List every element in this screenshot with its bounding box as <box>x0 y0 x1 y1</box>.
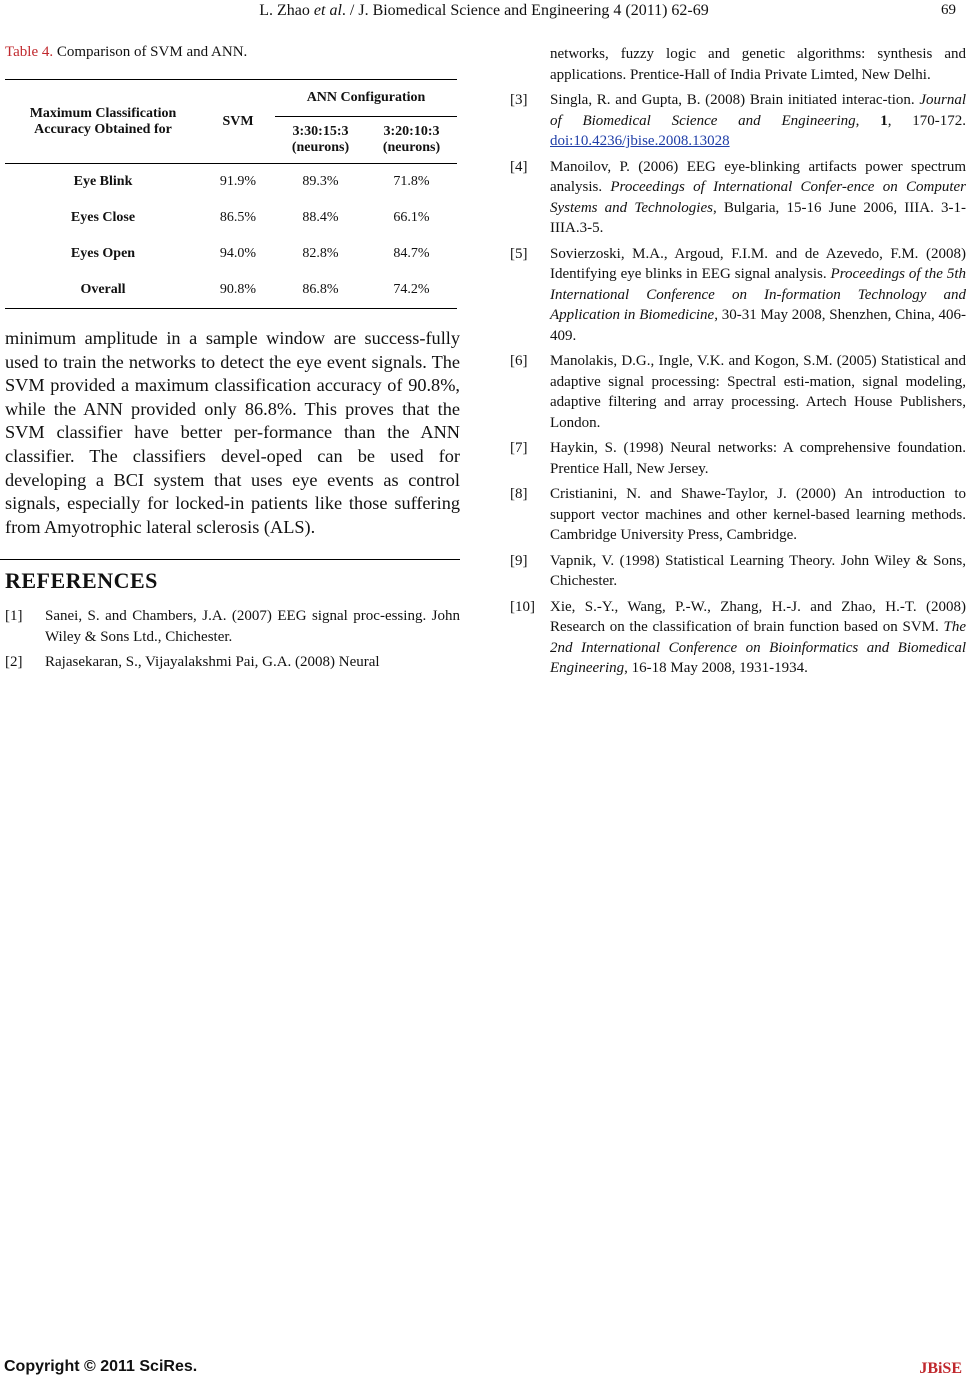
ann1-value: 88.4% <box>302 210 339 225</box>
reference-text: networks, fuzzy logic and genetic algorithms: synthesis and applications. Prentice-Hall of India Private Limted, New Delhi. <box>550 46 966 83</box>
reference-text: Manoilov, P. (2006) EEG eye-blinking artifacts power spectrum analysis. Proceedings of International Confer-ence on Computer Systems and Technologies, Bulgaria, 15-16 June 2006, IIIA. 3-1-IIIA.3-5. <box>550 158 966 236</box>
reference-text: Xie, S.-Y., Wang, P.-W., Zhang, H.-J. and Zhao, H.-T. (2008) Research on the classification of brain function based on SVM. The 2nd International Conference on Bioinformatics and Biomedical Engineering, 16-18 May 2008, 1931-1934. <box>550 598 966 676</box>
row-label: Eyes Close <box>70 210 136 225</box>
header-svm: SVM <box>201 80 275 164</box>
page-number: 69 <box>941 2 956 18</box>
references-heading: REFERENCES <box>5 568 158 594</box>
svm-value: 86.5% <box>219 210 257 225</box>
reference-number: [5] <box>510 245 528 262</box>
running-title: L. Zhao et al. / J. Biomedical Science and Engineering 4 (2011) 62-69 <box>259 2 709 19</box>
header-max-accuracy: Maximum Classification Accuracy Obtained for <box>5 80 201 164</box>
reference-item <box>510 351 966 433</box>
reference-text: Singla, R. and Gupta, B. (2008) Brain initiated interac-tion. Journal of Biomedical Science and Engineering, 1, 170-172. doi:10.4236/jbise.2008.13028 <box>550 92 967 149</box>
table-row <box>5 164 457 201</box>
reference-number: [8] <box>510 486 528 502</box>
reference-item <box>5 652 460 673</box>
header-ann-3-30-15-3: 3:30:15:3 (neurons) <box>275 117 366 164</box>
table-row <box>5 236 457 272</box>
reference-item <box>510 438 966 479</box>
ann1-value: 89.3% <box>302 174 339 189</box>
comparison-table <box>5 79 457 309</box>
reference-text: Vapnik, V. (1998) Statistical Learning Theory. John Wiley & Sons, Chichester. <box>550 552 966 589</box>
reference-continuation <box>510 44 966 85</box>
running-header <box>0 2 968 20</box>
svm-value: 94.0% <box>219 246 257 261</box>
reference-item <box>510 244 966 347</box>
ann2-value: 66.1% <box>393 210 430 225</box>
svm-value: 91.9% <box>219 174 257 189</box>
table-row <box>5 200 457 236</box>
reference-number: [10] <box>510 598 535 615</box>
reference-text: Cristianini, N. and Shawe-Taylor, J. (2000) An introduction to support vector machines and other kernel-based learning methods. Cambridge University Press, Cambridge. <box>550 486 966 543</box>
header-ann-config: ANN Configuration <box>275 80 457 117</box>
row-label: Eye Blink <box>73 174 133 189</box>
reference-number: [4] <box>510 158 528 175</box>
reference-item <box>5 606 460 647</box>
reference-item <box>510 90 966 152</box>
ann2-value: 74.2% <box>366 272 457 309</box>
header-ann-3-20-10-3: 3:20:10:3 (neurons) <box>366 117 457 164</box>
reference-item <box>510 597 966 679</box>
journal-abbrev: JBiSE <box>919 1360 962 1377</box>
body-paragraph: minimum amplitude in a sample window are success-fully used to train the networks to detect the eye event signals. The SVM provided a maximum classification accuracy of 90.8%, while the ANN provided only 86.8%. This proves that the SVM classifier have better per-formance than the ANN classifier. The classifiers devel-oped can be used for developing a BCI system that uses eye events as control signals, especially for locked-in patients like those suffering from Amyotrophic lateral sclerosis (ALS). <box>5 328 460 537</box>
references-divider <box>0 559 460 560</box>
reference-text: Sovierzoski, M.A., Argoud, F.I.M. and de Azevedo, F.M. (2008) Identifying eye blinks in EEG signal analysis. Proceedings of the 5th International Conference on In-formation Technology and Application in Biomedicine, 30-31 May 2008, Shenzhen, China, 406-409. <box>550 245 966 344</box>
reference-item <box>510 157 966 239</box>
reference-number: [1] <box>5 608 23 625</box>
ann1-value: 82.8% <box>302 246 339 261</box>
right-column <box>510 44 966 684</box>
row-label: Overall <box>5 272 201 309</box>
ann2-value: 71.8% <box>393 174 430 189</box>
table-caption-label: Table 4. <box>5 44 54 60</box>
reference-text: Haykin, S. (1998) Neural networks: A comprehensive foundation. Prentice Hall, New Jersey. <box>550 440 966 477</box>
reference-number: [3] <box>510 92 528 108</box>
ann2-value: 84.7% <box>393 246 430 261</box>
ann1-value: 86.8% <box>275 272 366 309</box>
table-row <box>5 272 457 309</box>
doi-link[interactable]: doi:10.4236/jbise.2008.13028 <box>550 133 730 149</box>
reference-text: Sanei, S. and Chambers, J.A. (2007) EEG signal proc-essing. John Wiley & Sons Ltd., Chichester. <box>45 608 460 645</box>
reference-text: Rajasekaran, S., Vijayalakshmi Pai, G.A. (2008) Neural <box>45 654 380 671</box>
reference-text: Manolakis, D.G., Ingle, V.K. and Kogon, S.M. (2005) Statistical and adaptive signal processing: Spectral esti-mation, signal modeling, adaptive filtering and array processing. Artech House Publishers, London. <box>550 353 966 431</box>
table-caption <box>5 44 460 61</box>
row-label: Eyes Open <box>70 246 136 261</box>
copyright-notice: Copyright © 2011 SciRes. <box>4 1358 198 1375</box>
reference-number: [9] <box>510 552 528 569</box>
left-column <box>5 44 460 678</box>
reference-number: [2] <box>5 654 23 671</box>
reference-item <box>510 484 966 546</box>
table-caption-text: Comparison of SVM and ANN. <box>53 44 248 60</box>
svm-value: 90.8% <box>201 272 275 309</box>
reference-number: [6] <box>510 353 528 369</box>
reference-number: [7] <box>510 440 528 456</box>
reference-item <box>510 551 966 592</box>
